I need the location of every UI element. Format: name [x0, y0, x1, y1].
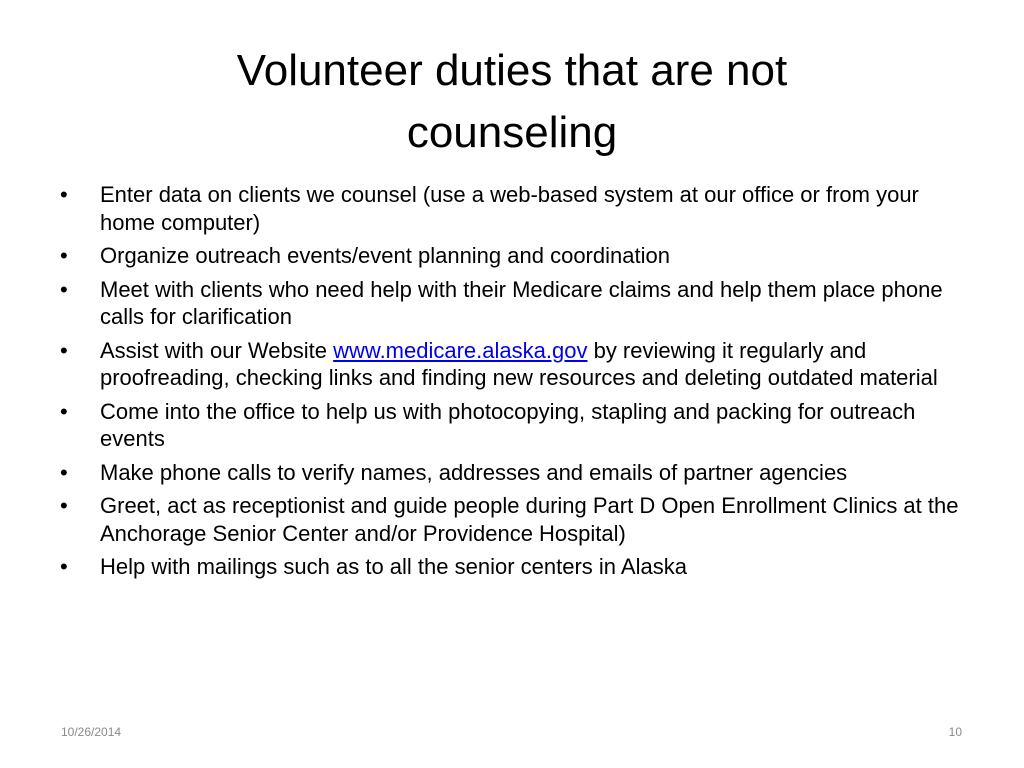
- bullet-text: Enter data on clients we counsel (use a web-based system at our office or from your home computer): [100, 182, 919, 235]
- bullet-item-outreach-events: [60, 242, 970, 270]
- bullet-item-phone-calls: [60, 459, 970, 487]
- bullet-item-website: [60, 337, 970, 392]
- slide-title: [100, 40, 924, 164]
- duties-bullet-list: [60, 181, 970, 587]
- bullet-text: Help with mailings such as to all the senior centers in Alaska: [100, 554, 687, 579]
- bullet-icon: •: [60, 554, 68, 579]
- bullet-icon: •: [60, 493, 68, 518]
- bullet-icon: •: [60, 398, 68, 424]
- bullet-icon: •: [60, 243, 68, 268]
- bullet-text: Come into the office to help us with photocopying, stapling and packing for outreach events: [100, 398, 916, 451]
- bullet-item-medicare-claims: [60, 276, 970, 331]
- bullet-item-office-help: [60, 398, 970, 453]
- bullet-icon: •: [60, 337, 68, 363]
- title-line-2: counseling: [406, 108, 618, 157]
- title-line-1: Volunteer duties that are not: [236, 46, 788, 95]
- bullet-icon: •: [60, 276, 68, 302]
- bullet-text: Meet with clients who need help with their Medicare claims and help them place phone calls for clarification: [100, 276, 943, 329]
- website-link[interactable]: www.medicare.alaska.gov: [333, 337, 588, 363]
- bullet-item-receptionist: [60, 492, 970, 547]
- footer-page-number: 10: [948, 725, 962, 739]
- bullet-icon: •: [60, 459, 68, 485]
- bullet-item-data-entry: [60, 181, 970, 236]
- bullet-text: Greet, act as receptionist and guide people during Part D Open Enrollment Clinics at the Anchorage Senior Center and/or Providence Hospital): [100, 493, 959, 546]
- bullet-text-after-link: by reviewing it regularly and proofreading, checking links and finding new resources and deleting outdated material: [100, 337, 938, 390]
- bullet-text: Make phone calls to verify names, addresses and emails of partner agencies: [100, 459, 848, 485]
- bullet-text: Organize outreach events/event planning and coordination: [100, 243, 670, 268]
- bullet-text-before-link: Assist with our Website: [100, 337, 334, 363]
- bullet-icon: •: [60, 182, 68, 207]
- bullet-item-mailings: [60, 553, 970, 581]
- footer-date: 10/26/2014: [61, 725, 122, 739]
